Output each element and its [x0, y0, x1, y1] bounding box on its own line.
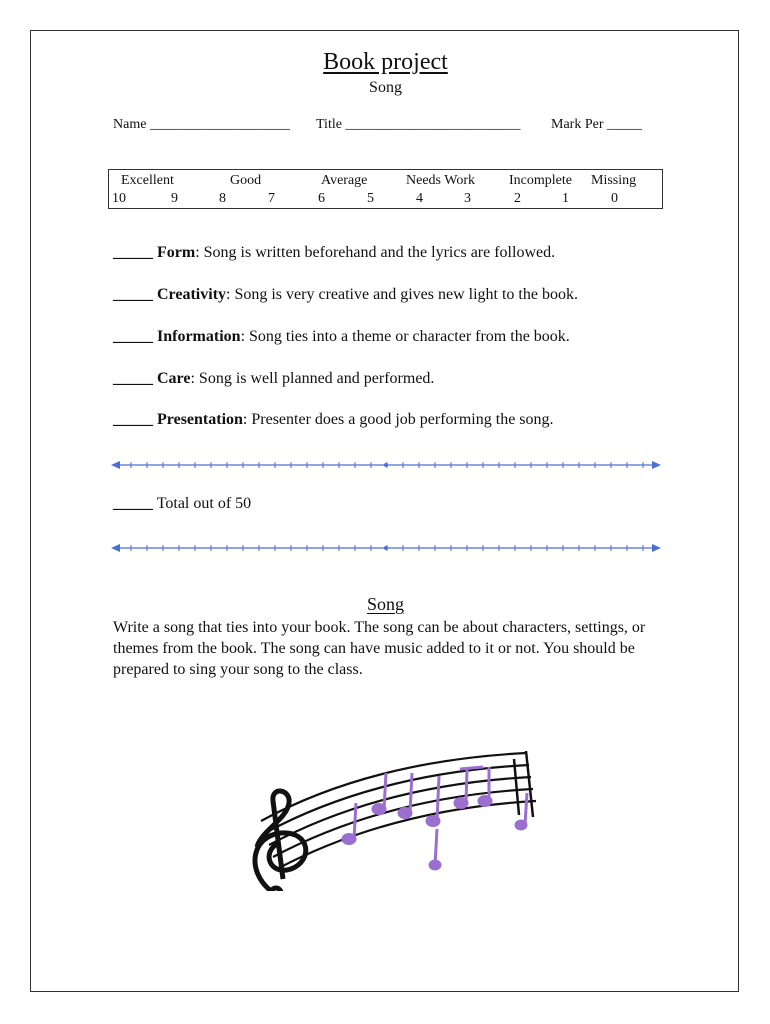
criterion-presentation	[113, 411, 554, 429]
criterion-name: Presentation	[157, 411, 243, 428]
scale-point: 3	[464, 191, 471, 206]
scale-point: 4	[416, 191, 423, 206]
divider-arrowhead	[111, 461, 120, 469]
criterion-care	[113, 370, 434, 388]
scale-level-label: Incomplete	[509, 173, 572, 188]
scale-point: 1	[562, 191, 569, 206]
scale-level-label: Average	[321, 173, 368, 188]
mark-label: Mark Per	[551, 117, 604, 132]
mark-per-field	[551, 117, 642, 133]
criterion-description: : Song is very creative and gives new light to the book.	[226, 286, 578, 303]
name-blank: ____________________	[149, 117, 290, 132]
total-label: Total out of 50	[156, 495, 252, 512]
scale-level-label: Needs Work	[406, 173, 475, 188]
bar-line	[514, 751, 533, 817]
mark-blank: _____	[607, 117, 642, 132]
worksheet-page	[30, 30, 739, 992]
title-blank: _________________________	[345, 117, 521, 132]
scale-point: 7	[268, 191, 275, 206]
criterion-name: Creativity	[157, 286, 227, 303]
scale-level-label: Good	[230, 173, 262, 188]
divider-arrowhead	[652, 544, 661, 552]
criterion-blank: _____	[113, 286, 153, 303]
criterion-description: : Song is well planned and performed.	[190, 370, 435, 387]
divider-center-dot	[384, 463, 388, 467]
scale-point: 0	[611, 191, 618, 206]
total-blank: _____	[113, 495, 153, 512]
scale-point: 6	[318, 191, 325, 206]
criterion-blank: _____	[113, 411, 153, 428]
title-label: Title	[316, 117, 342, 132]
scale-point: 8	[219, 191, 226, 206]
song-heading: Song	[366, 594, 404, 614]
criterion-blank: _____	[113, 244, 153, 261]
criterion-blank: _____	[113, 328, 153, 345]
criterion-creativity	[113, 286, 578, 304]
scale-point: 5	[367, 191, 374, 206]
name-label: Name	[113, 117, 147, 132]
criterion-description: : Song is written beforehand and the lyrics are followed.	[195, 244, 556, 261]
treble-clef-music-staff-icon	[221, 721, 561, 891]
criterion-form	[113, 244, 555, 262]
treble-clef-icon	[255, 791, 306, 891]
criterion-name: Form	[157, 244, 196, 261]
criterion-name: Information	[157, 328, 241, 345]
scale-level-label: Excellent	[121, 173, 174, 188]
title-field	[316, 117, 520, 133]
scale-point: 9	[171, 191, 178, 206]
total-score	[113, 495, 251, 513]
scale-point: 10	[112, 191, 126, 206]
criterion-blank: _____	[113, 370, 153, 387]
song-instructions: Write a song that ties into your book. The song can be about characters, settings, or themes from the book. The song can have music added to it or not. You should be prepared to sing your song to the class.	[113, 619, 646, 678]
scale-point: 2	[514, 191, 521, 206]
divider-center-dot	[384, 546, 388, 550]
divider-arrowhead	[111, 544, 120, 552]
divider-line-bottom	[111, 541, 661, 555]
name-field	[113, 117, 290, 133]
scale-level-label: Missing	[591, 173, 637, 188]
criterion-name: Care	[157, 370, 191, 387]
criterion-description: : Presenter does a good job performing the song.	[242, 411, 554, 428]
divider-line-top	[111, 458, 661, 472]
page-title: Book project	[323, 49, 448, 75]
criterion-description: : Song ties into a theme or character from the book.	[240, 328, 570, 345]
page-subtitle: Song	[369, 79, 402, 96]
rating-scale-box	[108, 169, 663, 209]
divider-arrowhead	[652, 461, 661, 469]
criterion-information	[113, 328, 570, 346]
